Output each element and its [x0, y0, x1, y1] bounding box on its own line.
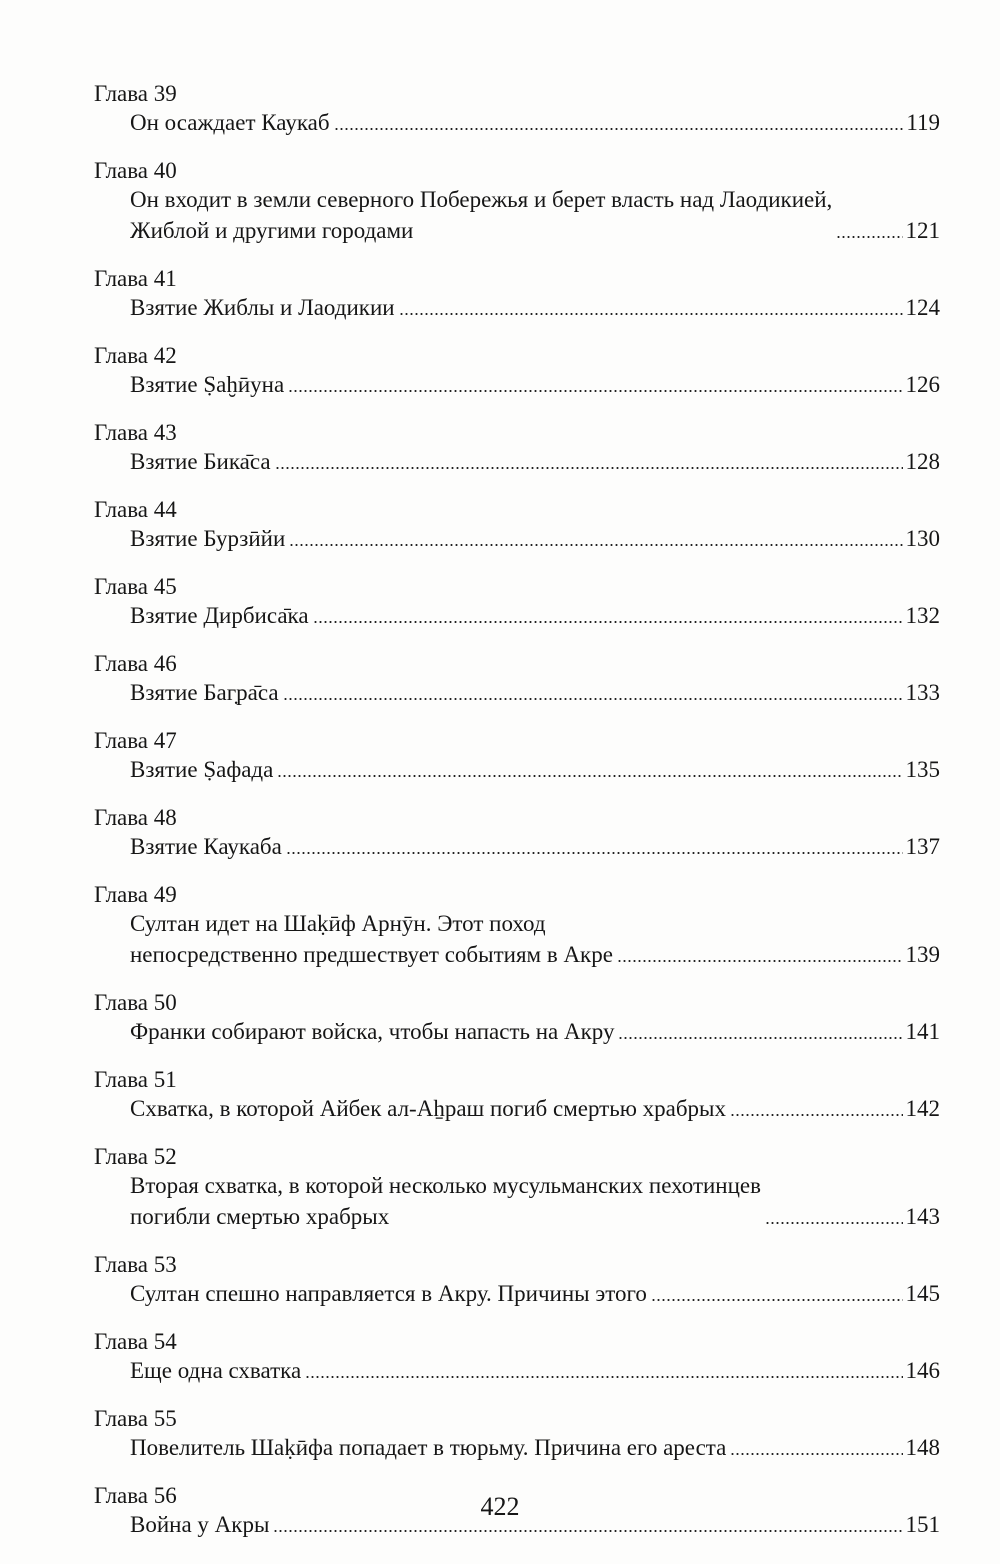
dot-leader: [289, 539, 902, 547]
chapter-label: Глава 41: [94, 266, 177, 291]
entry-page-number: 142: [905, 1096, 940, 1121]
dot-leader: [283, 693, 903, 701]
toc-chapter: [94, 80, 940, 138]
dot-leader: [288, 385, 902, 393]
toc-entry: [130, 1432, 940, 1463]
entry-page-number: 141: [905, 1019, 940, 1044]
entry-title-line: Взятие Бика̄са: [130, 449, 271, 474]
chapter-label: Глава 39: [94, 81, 177, 106]
entry-title-line: Взятие Ṣаḫӣуна: [130, 372, 285, 397]
toc-entry: [130, 1093, 940, 1124]
entry-title-line: Он осаждает Каукаб: [130, 110, 330, 135]
chapter-label: Глава 44: [94, 497, 177, 522]
entry-title: [130, 184, 832, 246]
entry-title: [130, 1355, 301, 1386]
entry-page-number: 146: [905, 1358, 940, 1383]
toc-entry: [130, 523, 940, 554]
entry-title: [130, 369, 284, 400]
entry-page-number: 130: [905, 526, 940, 551]
toc-entry: [130, 184, 940, 246]
toc-entry: [130, 107, 940, 138]
entry-title-line: Жиблой и другими городами: [130, 218, 414, 243]
toc-chapter: [94, 1405, 940, 1463]
dot-leader: [275, 462, 903, 470]
toc-entry: [130, 600, 940, 631]
chapter-label: Глава 56: [94, 1483, 177, 1508]
entry-title-line: Еще одна схватка: [130, 1358, 302, 1383]
chapter-label: Глава 55: [94, 1406, 177, 1431]
toc-entry: [130, 831, 940, 862]
chapter-label: Глава 49: [94, 882, 177, 907]
entry-title: [130, 107, 330, 138]
entry-page-number: 121: [905, 218, 940, 243]
toc-chapter: [94, 989, 940, 1047]
entry-title: [130, 754, 273, 785]
entry-title-line: погибли смертью храбрых: [130, 1204, 390, 1229]
toc-chapter: [94, 1143, 940, 1232]
entry-title: [130, 677, 279, 708]
chapter-label: Глава 51: [94, 1067, 177, 1092]
entry-page-number: 143: [905, 1204, 940, 1229]
chapter-label: Глава 54: [94, 1329, 177, 1354]
entry-page-number: 124: [905, 295, 940, 320]
dot-leader: [286, 847, 903, 855]
toc-chapter: [94, 727, 940, 785]
entry-title: [130, 1432, 726, 1463]
toc-chapter: [94, 650, 940, 708]
entry-title-line: Он входит в земли северного Побережья и берет власть над Лаодикией,: [130, 187, 833, 212]
dot-leader: [651, 1294, 903, 1302]
entry-page-number: 119: [906, 110, 940, 135]
entry-title: [130, 600, 309, 631]
chapter-label: Глава 48: [94, 805, 177, 830]
entry-title-line: Повелитель Шаḳӣфа попадает в тюрьму. Причина его ареста: [130, 1435, 727, 1460]
entry-page-number: 126: [905, 372, 940, 397]
entry-title-line: Взятие Баг̣ра̄са: [130, 680, 279, 705]
chapter-label: Глава 45: [94, 574, 177, 599]
dot-leader: [277, 770, 902, 778]
dot-leader: [399, 308, 903, 316]
toc-chapter: [94, 881, 940, 970]
chapter-label: Глава 46: [94, 651, 177, 676]
entry-title-line: Взятие Жиблы и Лаодикии: [130, 295, 395, 320]
entry-title: [130, 1016, 614, 1047]
entry-title-line: Взятие Дирбиса̄ка: [130, 603, 309, 628]
chapter-label: Глава 50: [94, 990, 177, 1015]
chapter-label: Глава 43: [94, 420, 177, 445]
toc-entry: [130, 1170, 940, 1232]
entry-page-number: 151: [905, 1512, 940, 1537]
toc-chapter: [94, 157, 940, 246]
dot-leader: [313, 616, 903, 624]
dot-leader: [334, 123, 904, 131]
toc-chapter: [94, 1066, 940, 1124]
toc-chapter: [94, 265, 940, 323]
toc-chapter: [94, 804, 940, 862]
entry-title: [130, 446, 271, 477]
chapter-label: Глава 42: [94, 343, 177, 368]
toc-entry: [130, 292, 940, 323]
entry-title: [130, 831, 282, 862]
entry-title-line: Война у Акры: [130, 1512, 270, 1537]
chapter-label: Глава 47: [94, 728, 177, 753]
entry-page-number: 132: [905, 603, 940, 628]
dot-leader: [618, 1032, 902, 1040]
toc-chapter: [94, 342, 940, 400]
toc-entry: [130, 1355, 940, 1386]
entry-title: [130, 908, 613, 970]
dot-leader: [305, 1371, 902, 1379]
entry-title-line: непосредственно предшествует событиям в Акре: [130, 942, 613, 967]
entry-page-number: 135: [905, 757, 940, 782]
chapter-label: Глава 53: [94, 1252, 177, 1277]
entry-title-line: Взятие Бурзӣйи: [130, 526, 286, 551]
entry-title-line: Взятие Каукаба: [130, 834, 282, 859]
entry-title-line: Взятие Ṣафада: [130, 757, 274, 782]
toc-chapter: [94, 419, 940, 477]
chapter-label: Глава 52: [94, 1144, 177, 1169]
chapter-label: Глава 40: [94, 158, 177, 183]
dot-leader: [730, 1448, 902, 1456]
dot-leader: [836, 231, 902, 239]
toc-entry: [130, 754, 940, 785]
dot-leader: [273, 1525, 902, 1533]
entry-page-number: 145: [905, 1281, 940, 1306]
entry-page-number: 137: [905, 834, 940, 859]
page-number: 422: [480, 1492, 520, 1521]
dot-leader: [730, 1109, 902, 1117]
entry-page-number: 148: [905, 1435, 940, 1460]
toc-entry: [130, 369, 940, 400]
entry-title-line: Франки собирают войска, чтобы напасть на Акру: [130, 1019, 615, 1044]
entry-title: [130, 1278, 647, 1309]
entry-title-line: Султан спешно направляется в Акру. Причины этого: [130, 1281, 647, 1306]
entry-page-number: 133: [905, 680, 940, 705]
entry-page-number: 139: [905, 942, 940, 967]
dot-leader: [765, 1217, 903, 1225]
toc-chapter: [94, 1328, 940, 1386]
toc-entry: [130, 908, 940, 970]
toc-entry: [130, 446, 940, 477]
toc-chapter: [94, 496, 940, 554]
entry-title-line: Вторая схватка, в которой несколько мусульманских пехотинцев: [130, 1173, 761, 1198]
entry-title: [130, 292, 395, 323]
entry-title: [130, 1093, 726, 1124]
entry-title: [130, 523, 285, 554]
toc-chapter: [94, 573, 940, 631]
toc-chapter: [94, 1251, 940, 1309]
dot-leader: [617, 955, 903, 963]
entry-title-line: Схватка, в которой Айбек ал-Аẖраш погиб смертью храбрых: [130, 1096, 727, 1121]
entry-page-number: 128: [905, 449, 940, 474]
entry-title-line: Султан идет на Шаḳӣф Арнӯн. Этот поход: [130, 911, 546, 936]
table-of-contents: [94, 80, 940, 1559]
toc-entry: [130, 1016, 940, 1047]
toc-entry: [130, 677, 940, 708]
toc-entry: [130, 1278, 940, 1309]
entry-title: [130, 1170, 761, 1232]
